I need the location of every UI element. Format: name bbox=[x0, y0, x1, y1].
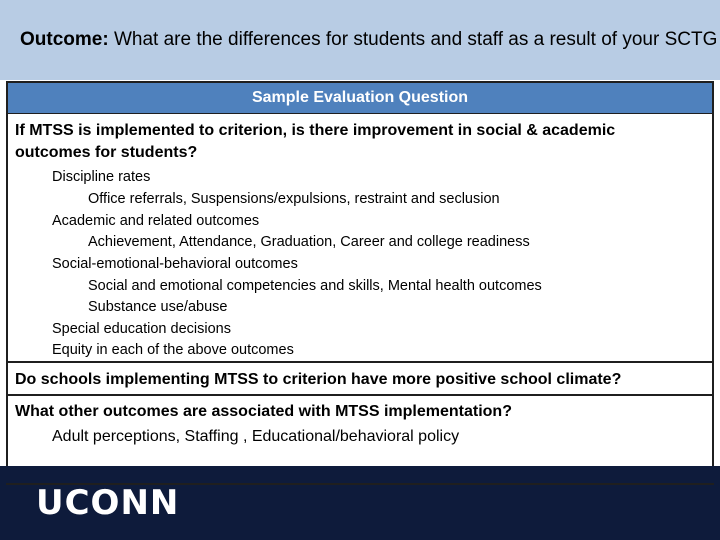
title-label: Outcome: bbox=[20, 29, 109, 50]
uconn-logo: UCONN bbox=[36, 483, 180, 523]
evaluation-table bbox=[6, 81, 714, 483]
list-item: Achievement, Attendance, Graduation, Career and college readiness bbox=[88, 234, 530, 250]
question-1: If MTSS is implemented to criterion, is there improvement in social & academic outcomes for students? bbox=[15, 122, 616, 161]
list-item: Adult perceptions, Staffing , Educational/behavioral policy bbox=[52, 428, 460, 445]
question-2: Do schools implementing MTSS to criterion have more positive school climate? bbox=[15, 371, 622, 388]
list-item: Social-emotional-behavioral outcomes bbox=[52, 256, 298, 272]
list-item: Discipline rates bbox=[52, 169, 151, 185]
list-item: Equity in each of the above outcomes bbox=[52, 342, 294, 358]
table-header: Sample Evaluation Question bbox=[8, 83, 712, 114]
list-item: Substance use/abuse bbox=[88, 299, 228, 315]
list-item: Office referrals, Suspensions/expulsions, restraint and seclusion bbox=[88, 191, 500, 207]
list-item: Special education decisions bbox=[52, 321, 231, 337]
slide-title bbox=[20, 29, 717, 51]
list-item: Academic and related outcomes bbox=[52, 213, 260, 229]
list-item: Social and emotional competencies and skills, Mental health outcomes bbox=[88, 278, 542, 294]
slide-header bbox=[0, 0, 720, 80]
table-row bbox=[8, 114, 712, 363]
table-row bbox=[8, 364, 712, 396]
question-3: What other outcomes are associated with MTSS implementation? bbox=[15, 403, 512, 420]
title-text: What are the differences for students and staff as a result of your SCTG bbox=[113, 29, 718, 50]
